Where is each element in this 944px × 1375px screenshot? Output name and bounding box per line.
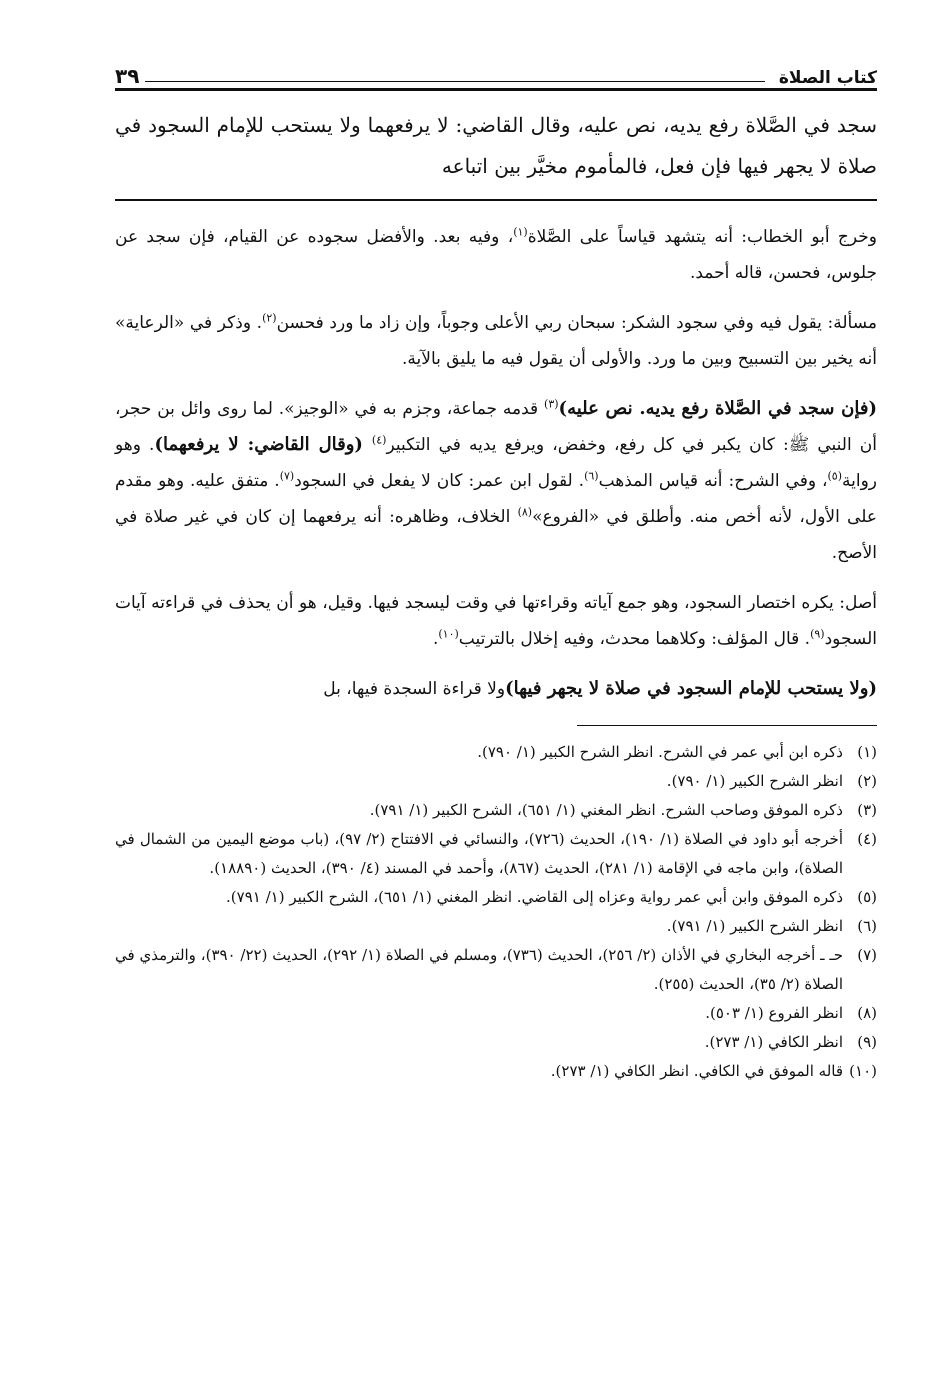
matn-quote: (فإن سجد في الصَّلاة رفع يديه. نص عليه) xyxy=(558,398,877,419)
footnote-ref: (٤) xyxy=(371,433,387,447)
page-number: ٣٩ xyxy=(115,64,140,88)
text-span: . xyxy=(432,629,439,649)
footnote-text: ذكره الموفق وابن أبي عمر رواية وعزاه إلى القاضي. انظر المغني (١/ ٦٥١)، الشرح الكبير (١/ ٧٩١). xyxy=(226,888,843,906)
paragraph-1 xyxy=(115,219,877,291)
footnote-item xyxy=(115,883,877,912)
text-span: . وذكر في «الرعاية» أنه يخير بين التسبيح وبين ما ورد. والأولى أن يقول فيه ما يليق بالآية. xyxy=(115,313,877,369)
footnote-number: (٣) xyxy=(857,801,877,819)
footnote-ref: (٧) xyxy=(279,469,295,483)
footnote-text: أخرجه أبو داود في الصلاة (١/ ١٩٠)، الحديث (٧٢٦)، والنسائي في الافتتاح (٢/ ٩٧)، (باب موضع اليمين من الشمال في الصلاة)، وابن ماجه في الإقامة (١/ ٢٨١)، الحديث (٨٦٧)، وأحمد في المسند (٤/ ٣٩٠)، الحديث (١٨٨٩٠). xyxy=(115,830,843,877)
footnote-ref: (٩) xyxy=(810,627,825,641)
text-span: ولا قراءة السجدة فيها، بل xyxy=(323,679,506,699)
text-span: ، وفيه بعد. والأفضل سجوده عن القيام، فإن سجد عن جلوس، فحسن، قاله أحمد. xyxy=(115,227,877,283)
paragraph-3 xyxy=(115,391,877,571)
footnote-number: (٨) xyxy=(857,1004,877,1022)
footnote-item xyxy=(115,1028,877,1057)
footnote-ref: (٨) xyxy=(517,505,533,519)
book-page xyxy=(115,48,877,1348)
footnote-text: ذكره الموفق وصاحب الشرح. انظر المغني (١/ ٦٥١)، الشرح الكبير (١/ ٧٩١). xyxy=(369,801,843,819)
footnote-ref: (١٠) xyxy=(438,627,459,641)
text-span: . متفق عليه. وهو مقدم على الأول، لأنه أخص منه. وأطلق في «الفروع» xyxy=(115,471,877,527)
paragraph-5 xyxy=(115,671,877,707)
footnote-item xyxy=(115,941,877,999)
text-span: . لقول ابن عمر: كان لا يفعل في السجود xyxy=(294,471,585,491)
book-title: كتاب الصلاة xyxy=(778,68,877,88)
paragraph-2 xyxy=(115,305,877,377)
footnote-number: (١) xyxy=(857,743,877,761)
footnote-number: (٥) xyxy=(857,888,877,906)
text-span: أصل: يكره اختصار السجود، وهو جمع آياته وقراءتها في وقت ليسجد فيها. وقيل، هو أن يحذف في قراءته آيات السجود xyxy=(115,593,877,649)
matn-text: سجد في الصَّلاة رفع يديه، نص عليه، وقال القاضي: لا يرفعهما ولا يستحب للإمام السجود في صلاة لا يجهر فيها فإن فعل، فالمأموم مخيَّر بين اتباعه xyxy=(115,113,877,178)
footnote-ref: (٢) xyxy=(262,311,277,325)
footnote-text: انظر الفروع (١/ ٥٠٣). xyxy=(705,1004,843,1022)
footnote-number: (٦) xyxy=(857,917,877,935)
footnotes-list xyxy=(115,738,877,1086)
footnote-item xyxy=(115,1057,877,1086)
footnote-text: حـ ـ أخرجه البخاري في الأذان (٢/ ٢٥٦)، الحديث (٧٣٦)، ومسلم في الصلاة (١/ ٢٩٢)، الحديث (٢٢/ ٣٩٠)، والترمذي في الصلاة (٢/ ٣٥)، الحديث (٢٥٥). xyxy=(115,946,843,993)
footnote-number: (٢) xyxy=(857,772,877,790)
footnote-number: (٤) xyxy=(857,830,877,848)
footnote-ref: (٥) xyxy=(827,469,842,483)
footnote-text: قاله الموفق في الكافي. انظر الكافي (١/ ٢٧٣). xyxy=(550,1062,843,1080)
footnote-number: (١٠) xyxy=(849,1062,877,1080)
text-span: ، وفي الشرح: أنه قياس المذهب xyxy=(598,471,828,491)
matn-quote: (ولا يستحب للإمام السجود في صلاة لا يجهر فيها) xyxy=(505,678,877,699)
footnote-ref: (١) xyxy=(513,225,528,239)
footnote-text: انظر الشرح الكبير (١/ ٧٩٠). xyxy=(666,772,843,790)
text-span: الخلاف، وظاهره: أنه يرفعهما إن كان في غير صلاة في الأصح. xyxy=(115,507,877,563)
footnote-item xyxy=(115,912,877,941)
running-header xyxy=(115,48,877,91)
text-span: . وهو رواية xyxy=(115,435,877,491)
footnote-number: (٧) xyxy=(857,946,877,964)
footnote-text: انظر الكافي (١/ ٢٧٣). xyxy=(704,1033,843,1051)
footnote-ref: (٣) xyxy=(544,397,559,411)
paragraph-4 xyxy=(115,585,877,657)
matn-divider xyxy=(115,199,877,201)
text-span: وخرج أبو الخطاب: أنه يتشهد قياساً على الصَّلاة xyxy=(527,227,877,247)
footnote-number: (٩) xyxy=(857,1033,877,1051)
text-span: . قال المؤلف: وكلاهما محدث، وفيه إخلال بالترتيب xyxy=(458,629,811,649)
text-span: قدمه جماعة، وجزم به في «الوجيز». لما روى وائل بن حجر، أن النبي ﷺ: كان يكبر في كل رفع، وخفض، ويرفع يديه في التكبير xyxy=(115,399,877,455)
text-span: مسألة: يقول فيه وفي سجود الشكر: سبحان ربي الأعلى وجوباً، وإن زاد ما ورد فحسن xyxy=(276,313,877,333)
matn-quote: (وقال القاضي: لا يرفعهما) xyxy=(154,434,372,455)
footnote-ref: (٦) xyxy=(584,469,599,483)
header-rule xyxy=(145,81,764,82)
footnote-text: انظر الشرح الكبير (١/ ٧٩١). xyxy=(666,917,843,935)
footnote-item xyxy=(115,999,877,1028)
footnote-rule xyxy=(577,725,877,726)
footnote-item xyxy=(115,796,877,825)
footnote-item xyxy=(115,825,877,883)
footnote-text: ذكره ابن أبي عمر في الشرح. انظر الشرح الكبير (١/ ٧٩٠). xyxy=(477,743,843,761)
footnote-item xyxy=(115,767,877,796)
footnote-item xyxy=(115,738,877,767)
